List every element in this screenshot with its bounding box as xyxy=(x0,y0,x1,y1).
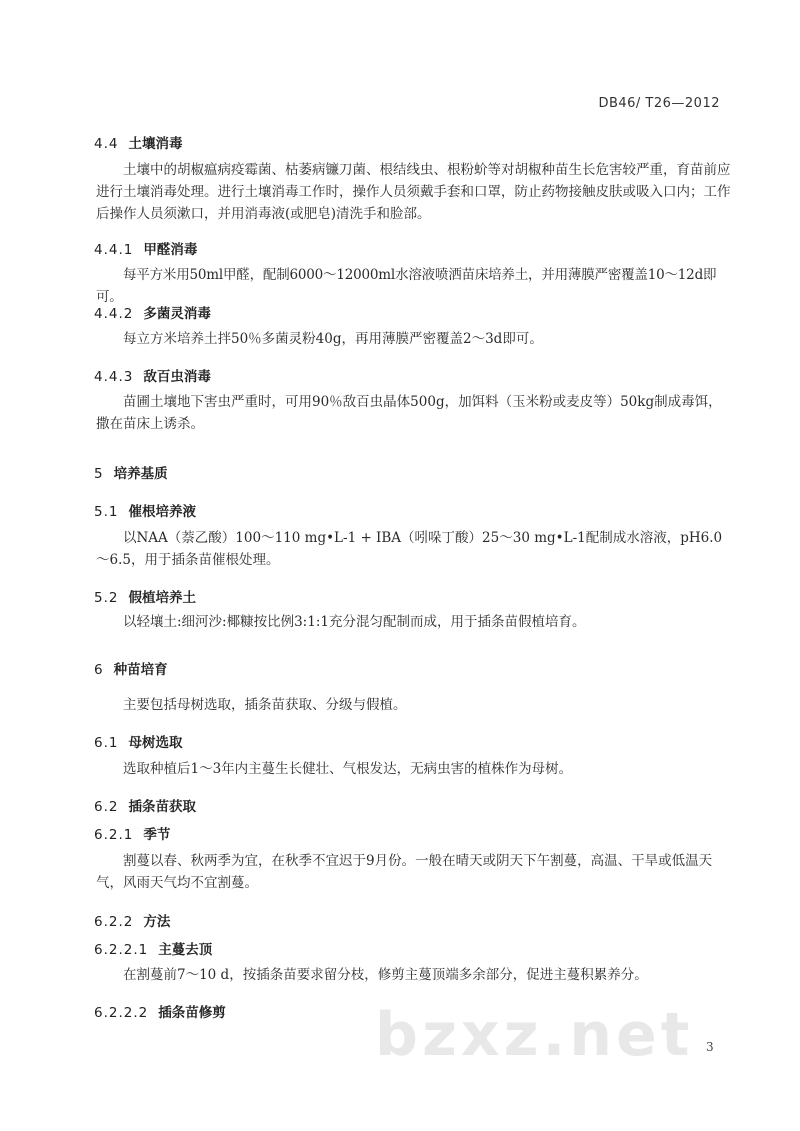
heading-number: 6.2.2.2 xyxy=(94,1005,149,1021)
heading-5-1 xyxy=(94,500,196,520)
heading-title: 插条苗获取 xyxy=(128,799,196,815)
heading-title: 多菌灵消毒 xyxy=(143,306,211,322)
paragraph-4-4-1: 每平方米用50ml甲醛，配制6000～12000ml水溶液喷洒苗床培养土，并用薄膜严密覆盖10～12d即可。 xyxy=(96,267,717,305)
paragraph-6-1: 选取种植后1～3年内主蔓生长健壮、气根发达，无病虫害的植株作为母树。 xyxy=(123,761,573,777)
heading-number: 4.4.1 xyxy=(94,242,134,258)
heading-number: 6.1 xyxy=(94,735,119,751)
paragraph-4-4: 土壤中的胡椒瘟病疫霉菌、枯萎病镰刀菌、根结线虫、根粉蚧等对胡椒种苗生长危害较严重，育苗前应进行土壤消毒处理。进行土壤消毒工作时，操作人员须戴手套和口罩，防止药物接触皮肤或吸入口内；工作后操作人员须漱口，并用消毒液(或肥皂)清洗手和脸部。 xyxy=(96,162,731,222)
heading-title: 假植培养土 xyxy=(128,590,196,606)
heading-6-2-2 xyxy=(94,910,170,930)
heading-6-2-2-1 xyxy=(94,938,212,958)
paragraph-4-4-2: 每立方米培养土拌50％多菌灵粉40g，再用薄膜严密覆盖2～3d即可。 xyxy=(123,331,543,347)
heading-title: 季节 xyxy=(143,827,171,843)
heading-title: 培养基质 xyxy=(113,466,168,482)
paragraph-4-4-3: 苗圃土壤地下害虫严重时，可用90％敌百虫晶体500g，加饵料（玉米粉或麦皮等）50kg制成毒饵，撒在苗床上诱杀。 xyxy=(96,394,722,432)
heading-4-4-2 xyxy=(94,302,211,322)
heading-number: 6 xyxy=(94,662,104,678)
heading-number: 4.4.3 xyxy=(94,369,134,385)
heading-number: 4.4.2 xyxy=(94,306,134,322)
heading-title: 母树选取 xyxy=(128,735,183,751)
heading-title: 主蔓去顶 xyxy=(158,942,213,958)
heading-title: 土壤消毒 xyxy=(128,136,183,152)
paragraph-6: 主要包括母树选取，插条苗获取、分级与假植。 xyxy=(123,697,407,713)
heading-6 xyxy=(94,658,168,678)
heading-title: 插条苗修剪 xyxy=(158,1005,226,1021)
heading-number: 6.2.1 xyxy=(94,827,134,843)
heading-5 xyxy=(94,462,168,482)
paragraph-5-1: 以NAA（萘乙酸）100～110 mg•L-1 + IBA（吲哚丁酸）25～30 mg•L-1配制成水溶液，pH6.0～6.5，用于插条苗催根处理。 xyxy=(96,530,723,568)
heading-number: 5 xyxy=(94,466,104,482)
heading-6-2-2-2 xyxy=(94,1001,226,1021)
heading-4-4-3 xyxy=(94,365,211,385)
heading-title: 方法 xyxy=(143,914,171,930)
paragraph-6-2-1: 割蔓以春、秋两季为宜，在秋季不宜迟于9月份。一般在晴天或阴天下午割蔓，高温、干旱或低温天气，风雨天气均不宜割蔓。 xyxy=(96,853,713,891)
heading-title: 敌百虫消毒 xyxy=(143,369,211,385)
paragraph-6-2-2-1: 在割蔓前7～10 d，按插条苗要求留分枝，修剪主蔓顶端多余部分，促进主蔓积累养分。 xyxy=(123,967,648,983)
heading-4-4-1 xyxy=(94,238,197,258)
heading-number: 6.2.2.1 xyxy=(94,942,149,958)
heading-number: 5.2 xyxy=(94,590,119,606)
watermark: bzxz.net xyxy=(375,1000,694,1070)
heading-6-2-1 xyxy=(94,823,170,843)
page-number: 3 xyxy=(706,1040,714,1054)
paragraph-5-2: 以轻壤土:细河沙:椰糠按比例3:1:1充分混匀配制而成，用于插条苗假植培育。 xyxy=(123,614,586,630)
document-code: DB46/ T26—2012 xyxy=(598,96,720,111)
heading-number: 5.1 xyxy=(94,504,119,520)
heading-4-4 xyxy=(94,132,182,152)
heading-number: 6.2 xyxy=(94,799,119,815)
heading-5-2 xyxy=(94,586,196,606)
heading-title: 甲醛消毒 xyxy=(143,242,198,258)
heading-6-2 xyxy=(94,795,196,815)
heading-number: 4.4 xyxy=(94,136,119,152)
heading-6-1 xyxy=(94,731,182,751)
heading-title: 催根培养液 xyxy=(128,504,196,520)
heading-number: 6.2.2 xyxy=(94,914,134,930)
heading-title: 种苗培育 xyxy=(113,662,168,678)
